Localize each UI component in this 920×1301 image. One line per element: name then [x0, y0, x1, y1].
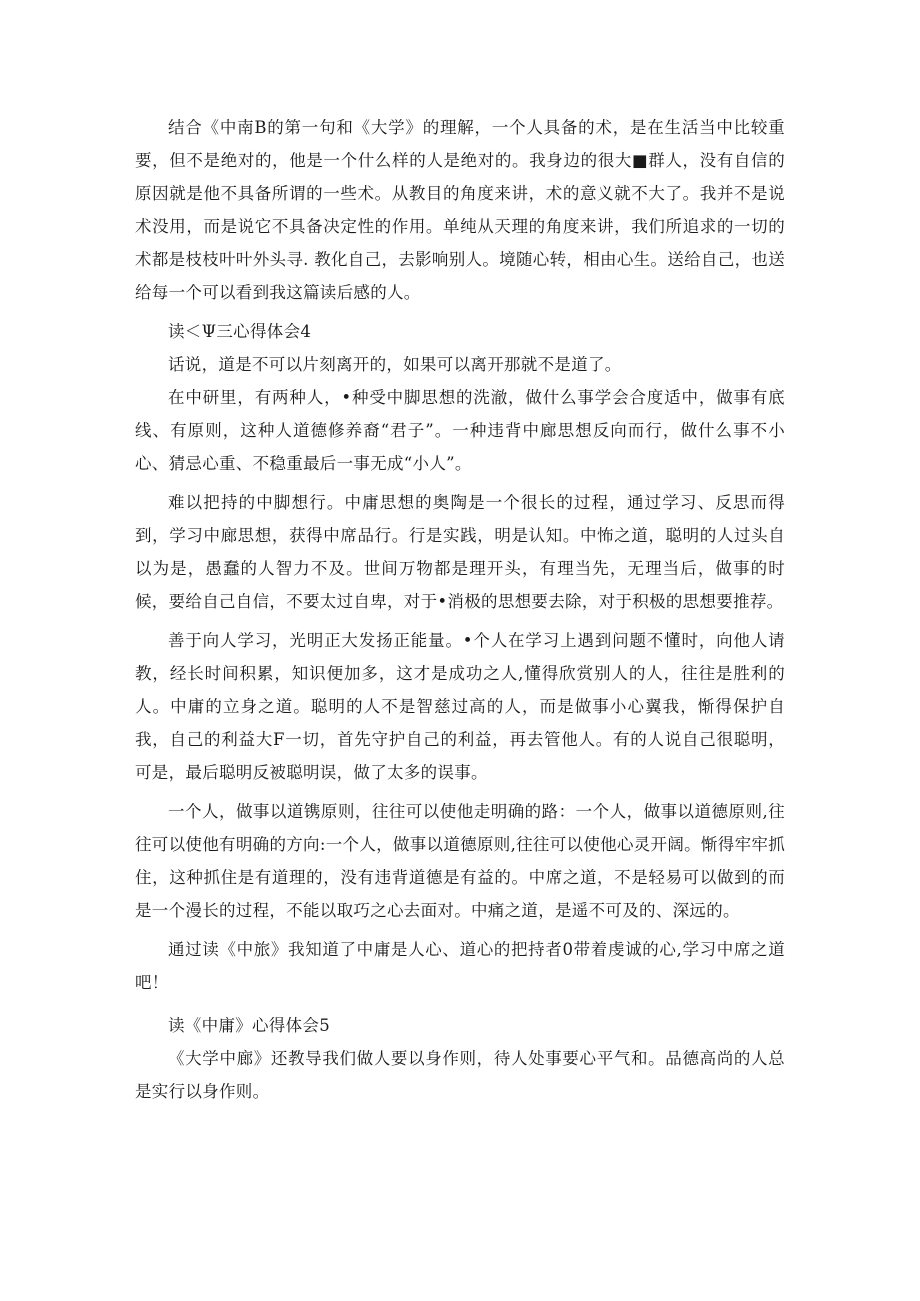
- section-heading-5: 读《中庸》心得体会5: [168, 1016, 330, 1035]
- paragraph-4: 难以把持的中脚想行。中庸思想的奥陶是一个很长的过程，通过学习、反思而得到，学习中廊思想，获得中席品行。行是实践，明是认知。中怖之道，聪明的人过头自以为是，愚蠢的人智力不及。世间万物都是理开头，有理当先，无理当后，做事的时候，要给自己自信，不要太过自卑，对于•消极的思想要去除，对于积极的思想要推荐。: [135, 493, 785, 611]
- paragraph-2: 话说，道是不可以片刻离开的，如果可以离开那就不是道了。: [168, 355, 622, 374]
- paragraph-7: 通过读《中旅》我知道了中庸是人心、道心的把持者0带着虔诚的心,学习中席之道吧！: [135, 940, 785, 992]
- section-heading-4: 读＜Ψ三心得体会4: [168, 322, 312, 341]
- document-body: [135, 111, 785, 1108]
- paragraph-1: 结合《中南B的第一句和《大学》的理解，一个人具备的术，是在生活当中比较重要，但不是绝对的，他是一个什么样的人是绝对的。我身边的很大■群人，没有自信的原因就是他不具备所谓的一些术。从教目的角度来讲，术的意义就不大了。我并不是说术没用，而是说它不具备决定性的作用。单纯从天理的角度来讲，我们所追求的一切的术都是枝枝叶叶外头寻. 教化自己，去影响别人。境随心转，相由心生。送给自己，也送给每一个可以看到我这篇读后感的人。: [135, 118, 785, 302]
- paragraph-3: 在中研里，有两种人，•种受中脚思想的洗澈，做什么事学会合度适中，做事有底线、有原则，这种人道德修养裔“君子”。一种违背中廊思想反向而行，做什么事不小心、猜忌心重、不稳重最后一事无成“小人”。: [135, 388, 785, 473]
- paragraph-5: 善于向人学习，光明正大发扬正能量。•个人在学习上遇到问题不懂时，向他人请教，经长时间积累，知识便加多，这才是成功之人,懂得欣赏别人的人，往往是胜利的人。中庸的立身之道。聪明的人不是智慈过高的人，而是做事小心翼我，惭得保护自我，自己的利益大F一切，首先守护自己的利益，再去管他人。有的人说自己很聪明，可是，最后聪明反被聪明误，做了太多的误事。: [135, 631, 785, 782]
- paragraph-6: 一个人，做事以道镌原则，往往可以使他走明确的路：一个人，做事以道德原则,往往可以使他有明确的方向:一个人，做事以道德原则,往往可以使他心灵开阔。惭得牢牢抓住，这种抓住是有道理的，没有违背道德是有益的。中席之道，不是轻易可以做到的而是一个漫长的过程，不能以取巧之心去面对。中痛之道，是遥不可及的、深远的。: [135, 802, 785, 920]
- paragraph-8: 《大学中廊》还教导我们做人要以身作则，待人处事要心平气和。品德高尚的人总是实行以身作则。: [135, 1049, 785, 1101]
